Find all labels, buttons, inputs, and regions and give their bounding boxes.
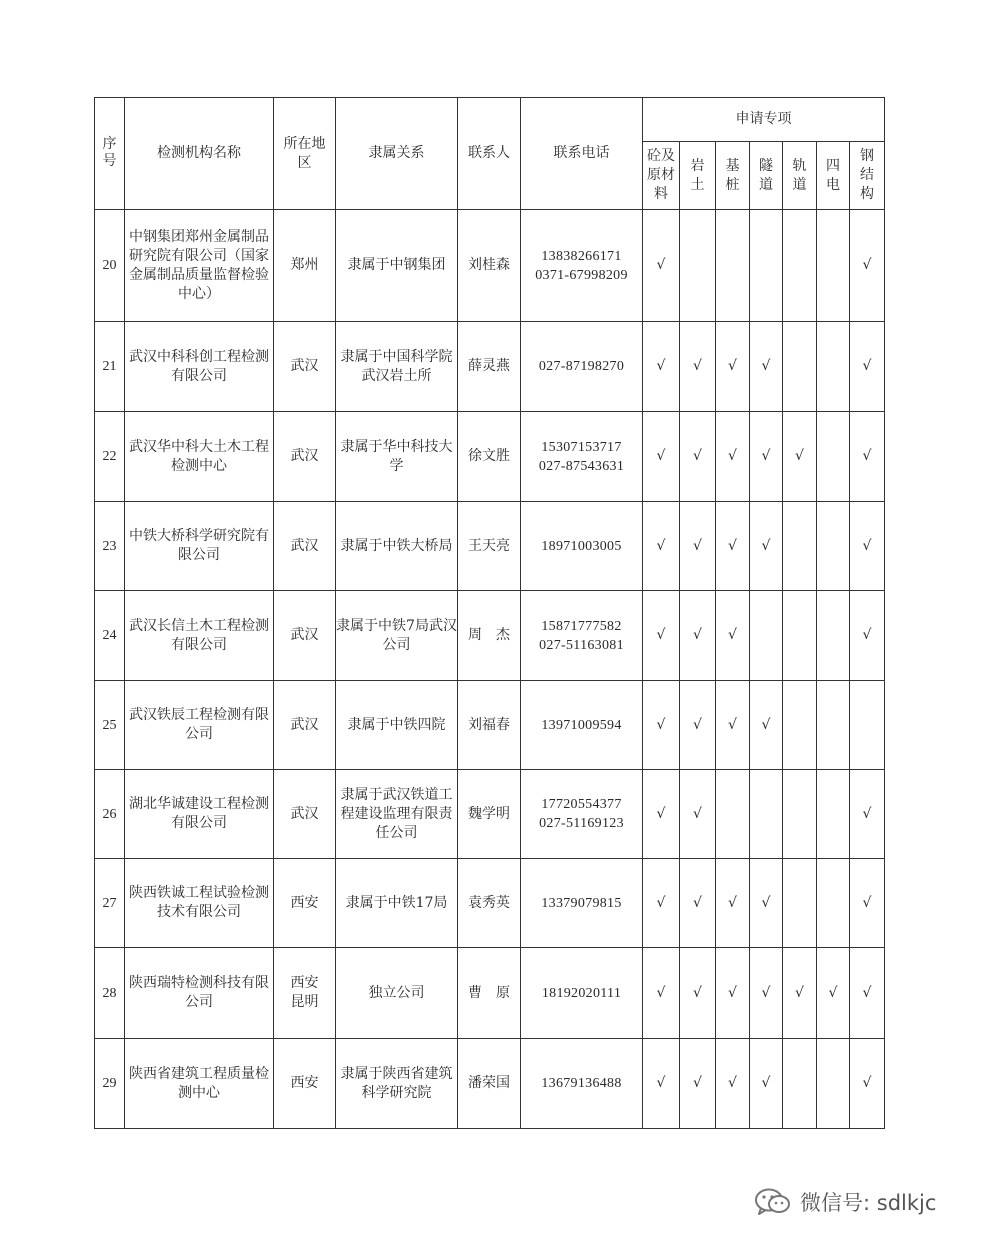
check-track: √ bbox=[783, 948, 817, 1039]
header-item-concrete: 砼及原材料 bbox=[643, 142, 680, 210]
row-contact: 周 杰 bbox=[458, 591, 521, 681]
row-phone bbox=[521, 502, 643, 591]
row-seq: 24 bbox=[95, 591, 125, 681]
row-seq: 26 bbox=[95, 770, 125, 859]
row-region bbox=[274, 948, 336, 1039]
row-region-text: 武汉 bbox=[290, 358, 319, 374]
check-steel: √ bbox=[850, 210, 885, 322]
table-row bbox=[95, 1039, 885, 1129]
check-steel: √ bbox=[850, 412, 885, 502]
row-agency-name: 中钢集团郑州金属制品研究院有限公司（国家金属制品质量监督检验中心） bbox=[125, 210, 274, 322]
table-row bbox=[95, 681, 885, 770]
phone-number: 13379079815 bbox=[541, 895, 622, 911]
check-pile: √ bbox=[716, 412, 750, 502]
wechat-watermark bbox=[754, 1184, 936, 1220]
check-track bbox=[783, 859, 817, 948]
row-region-text: 武汉 bbox=[290, 627, 319, 643]
row-agency-name: 武汉华中科大土木工程检测中心 bbox=[125, 412, 274, 502]
row-affiliation: 隶属于中铁17局 bbox=[336, 859, 458, 948]
row-agency-name: 中铁大桥科学研究院有限公司 bbox=[125, 502, 274, 591]
check-tunnel: √ bbox=[750, 502, 783, 591]
row-affiliation: 隶属于中铁大桥局 bbox=[336, 502, 458, 591]
phone-number: 13679136488 bbox=[541, 1076, 622, 1091]
check-steel: √ bbox=[850, 859, 885, 948]
row-contact: 徐文胜 bbox=[458, 412, 521, 502]
table-row bbox=[95, 502, 885, 591]
row-contact: 魏学明 bbox=[458, 770, 521, 859]
row-phone bbox=[521, 322, 643, 412]
row-agency-name: 武汉长信土木工程检测有限公司 bbox=[125, 591, 274, 681]
check-track bbox=[783, 591, 817, 681]
row-region-text: 西安 bbox=[290, 894, 319, 911]
check-steel: √ bbox=[850, 322, 885, 412]
check-four-electric: √ bbox=[817, 948, 850, 1039]
phone-number: 027-51169123 bbox=[539, 816, 624, 831]
row-contact: 王天亮 bbox=[458, 502, 521, 591]
row-contact: 曹 原 bbox=[458, 948, 521, 1039]
row-phone bbox=[521, 948, 643, 1039]
check-track: √ bbox=[783, 412, 817, 502]
row-region-text: 武汉 bbox=[290, 805, 319, 822]
check-tunnel bbox=[750, 770, 783, 859]
check-track bbox=[783, 1039, 817, 1129]
check-geotech: √ bbox=[680, 322, 716, 412]
check-track bbox=[783, 681, 817, 770]
check-geotech: √ bbox=[680, 681, 716, 770]
check-track bbox=[783, 502, 817, 591]
check-geotech: √ bbox=[680, 859, 716, 948]
check-pile: √ bbox=[716, 1039, 750, 1129]
row-affiliation: 隶属于中铁7局武汉公司 bbox=[336, 591, 458, 681]
row-phone bbox=[521, 412, 643, 502]
header-name: 检测机构名称 bbox=[125, 98, 274, 210]
check-pile: √ bbox=[716, 681, 750, 770]
row-phone bbox=[521, 1039, 643, 1129]
check-concrete: √ bbox=[643, 681, 680, 770]
row-seq: 28 bbox=[95, 948, 125, 1039]
check-four-electric bbox=[817, 502, 850, 591]
check-pile: √ bbox=[716, 502, 750, 591]
check-geotech: √ bbox=[680, 591, 716, 681]
table-row bbox=[95, 210, 885, 322]
inspection-agency-table bbox=[94, 97, 885, 1129]
check-tunnel: √ bbox=[750, 322, 783, 412]
row-contact: 袁秀英 bbox=[458, 859, 521, 948]
header-phone: 联系电话 bbox=[521, 98, 643, 210]
check-geotech bbox=[680, 210, 716, 322]
row-phone bbox=[521, 210, 643, 322]
check-concrete: √ bbox=[643, 591, 680, 681]
phone-number: 027-51163081 bbox=[539, 637, 624, 653]
table-row bbox=[95, 591, 885, 681]
header-item-pile: 基桩 bbox=[716, 142, 750, 210]
phone-number: 13838266171 bbox=[541, 248, 622, 264]
check-four-electric bbox=[817, 412, 850, 502]
phone-number: 18971003005 bbox=[541, 538, 622, 554]
check-tunnel bbox=[750, 591, 783, 681]
row-phone bbox=[521, 770, 643, 859]
header-seq: 序号 bbox=[95, 98, 125, 210]
header-special: 申请专项 bbox=[643, 98, 885, 142]
row-region bbox=[274, 681, 336, 770]
row-affiliation: 隶属于中铁四院 bbox=[336, 681, 458, 770]
table-row bbox=[95, 948, 885, 1039]
row-agency-name: 武汉铁辰工程检测有限公司 bbox=[125, 681, 274, 770]
row-seq: 21 bbox=[95, 322, 125, 412]
check-tunnel: √ bbox=[750, 1039, 783, 1129]
check-four-electric bbox=[817, 681, 850, 770]
row-phone bbox=[521, 591, 643, 681]
table-row bbox=[95, 770, 885, 859]
row-affiliation: 独立公司 bbox=[336, 948, 458, 1039]
header-item-four-electric: 四电 bbox=[817, 142, 850, 210]
check-tunnel bbox=[750, 210, 783, 322]
row-phone bbox=[521, 859, 643, 948]
row-contact: 刘福春 bbox=[458, 681, 521, 770]
row-seq: 27 bbox=[95, 859, 125, 948]
row-agency-name: 陕西瑞特检测科技有限公司 bbox=[125, 948, 274, 1039]
header-item-tunnel: 隧道 bbox=[750, 142, 783, 210]
check-steel bbox=[850, 681, 885, 770]
header-affiliation: 隶属关系 bbox=[336, 98, 458, 210]
row-region-text: 武汉 bbox=[290, 716, 319, 733]
row-region bbox=[274, 412, 336, 502]
check-pile bbox=[716, 210, 750, 322]
check-track bbox=[783, 210, 817, 322]
table-row bbox=[95, 322, 885, 412]
row-region bbox=[274, 591, 336, 681]
row-contact: 薛灵燕 bbox=[458, 322, 521, 412]
row-agency-name: 湖北华诚建设工程检测有限公司 bbox=[125, 770, 274, 859]
row-seq: 22 bbox=[95, 412, 125, 502]
check-tunnel: √ bbox=[750, 681, 783, 770]
phone-number: 027-87543631 bbox=[538, 458, 625, 474]
wechat-icon bbox=[754, 1187, 792, 1217]
row-agency-name: 陕西铁诚工程试验检测技术有限公司 bbox=[125, 859, 274, 948]
check-pile: √ bbox=[716, 591, 750, 681]
phone-number: 13971009594 bbox=[541, 717, 622, 733]
check-geotech: √ bbox=[680, 412, 716, 502]
check-concrete: √ bbox=[643, 412, 680, 502]
row-seq: 25 bbox=[95, 681, 125, 770]
check-concrete: √ bbox=[643, 770, 680, 859]
check-geotech: √ bbox=[680, 948, 716, 1039]
row-contact: 刘桂森 bbox=[458, 210, 521, 322]
check-geotech: √ bbox=[680, 770, 716, 859]
check-track bbox=[783, 770, 817, 859]
check-four-electric bbox=[817, 770, 850, 859]
row-agency-name: 陕西省建筑工程质量检测中心 bbox=[125, 1039, 274, 1129]
check-pile: √ bbox=[716, 859, 750, 948]
row-region bbox=[274, 210, 336, 322]
check-pile: √ bbox=[716, 948, 750, 1039]
row-region-text: 西安 bbox=[290, 1075, 319, 1091]
check-concrete: √ bbox=[643, 210, 680, 322]
row-affiliation: 隶属于中钢集团 bbox=[336, 210, 458, 322]
phone-number: 15307153717 bbox=[541, 439, 622, 455]
phone-number: 15871777582 bbox=[541, 618, 622, 634]
check-pile bbox=[716, 770, 750, 859]
check-steel: √ bbox=[850, 770, 885, 859]
header-contact: 联系人 bbox=[458, 98, 521, 210]
check-four-electric bbox=[817, 210, 850, 322]
check-geotech: √ bbox=[680, 502, 716, 591]
row-region bbox=[274, 1039, 336, 1129]
phone-number: 027-87198270 bbox=[538, 359, 625, 374]
row-affiliation: 隶属于武汉铁道工程建设监理有限责任公司 bbox=[336, 770, 458, 859]
check-tunnel: √ bbox=[750, 859, 783, 948]
row-region-text: 武汉 bbox=[290, 537, 319, 554]
row-region-text: 郑州 bbox=[290, 257, 319, 273]
row-region-text: 西安昆明 bbox=[290, 975, 319, 1010]
check-steel: √ bbox=[850, 1039, 885, 1129]
check-concrete: √ bbox=[643, 322, 680, 412]
phone-number: 0371-67998209 bbox=[535, 267, 628, 283]
header-item-track: 轨道 bbox=[783, 142, 817, 210]
check-concrete: √ bbox=[643, 948, 680, 1039]
watermark-text: 微信号: sdlkjc bbox=[800, 1191, 937, 1215]
header-region: 所在地区 bbox=[274, 98, 336, 210]
check-tunnel: √ bbox=[750, 412, 783, 502]
row-region bbox=[274, 502, 336, 591]
header-item-steel: 钢结构 bbox=[850, 142, 885, 210]
check-concrete: √ bbox=[643, 502, 680, 591]
row-affiliation: 隶属于陕西省建筑科学研究院 bbox=[336, 1039, 458, 1129]
check-track bbox=[783, 322, 817, 412]
row-phone bbox=[521, 681, 643, 770]
phone-number: 18192020111 bbox=[541, 985, 622, 1001]
row-region bbox=[274, 322, 336, 412]
row-seq: 23 bbox=[95, 502, 125, 591]
check-four-electric bbox=[817, 591, 850, 681]
check-tunnel: √ bbox=[750, 948, 783, 1039]
check-four-electric bbox=[817, 1039, 850, 1129]
check-concrete: √ bbox=[643, 1039, 680, 1129]
row-contact: 潘荣国 bbox=[458, 1039, 521, 1129]
table-row bbox=[95, 859, 885, 948]
row-affiliation: 隶属于中国科学院武汉岩土所 bbox=[336, 322, 458, 412]
row-seq: 29 bbox=[95, 1039, 125, 1129]
header-item-geotech: 岩土 bbox=[680, 142, 716, 210]
check-pile: √ bbox=[716, 322, 750, 412]
check-steel: √ bbox=[850, 591, 885, 681]
row-agency-name: 武汉中科科创工程检测有限公司 bbox=[125, 322, 274, 412]
check-four-electric bbox=[817, 322, 850, 412]
check-geotech: √ bbox=[680, 1039, 716, 1129]
row-region bbox=[274, 859, 336, 948]
check-concrete: √ bbox=[643, 859, 680, 948]
check-steel: √ bbox=[850, 948, 885, 1039]
row-affiliation: 隶属于华中科技大学 bbox=[336, 412, 458, 502]
row-region bbox=[274, 770, 336, 859]
table-row bbox=[95, 412, 885, 502]
phone-number: 17720554377 bbox=[541, 797, 622, 812]
check-four-electric bbox=[817, 859, 850, 948]
check-steel: √ bbox=[850, 502, 885, 591]
row-region-text: 武汉 bbox=[290, 448, 319, 464]
row-seq: 20 bbox=[95, 210, 125, 322]
